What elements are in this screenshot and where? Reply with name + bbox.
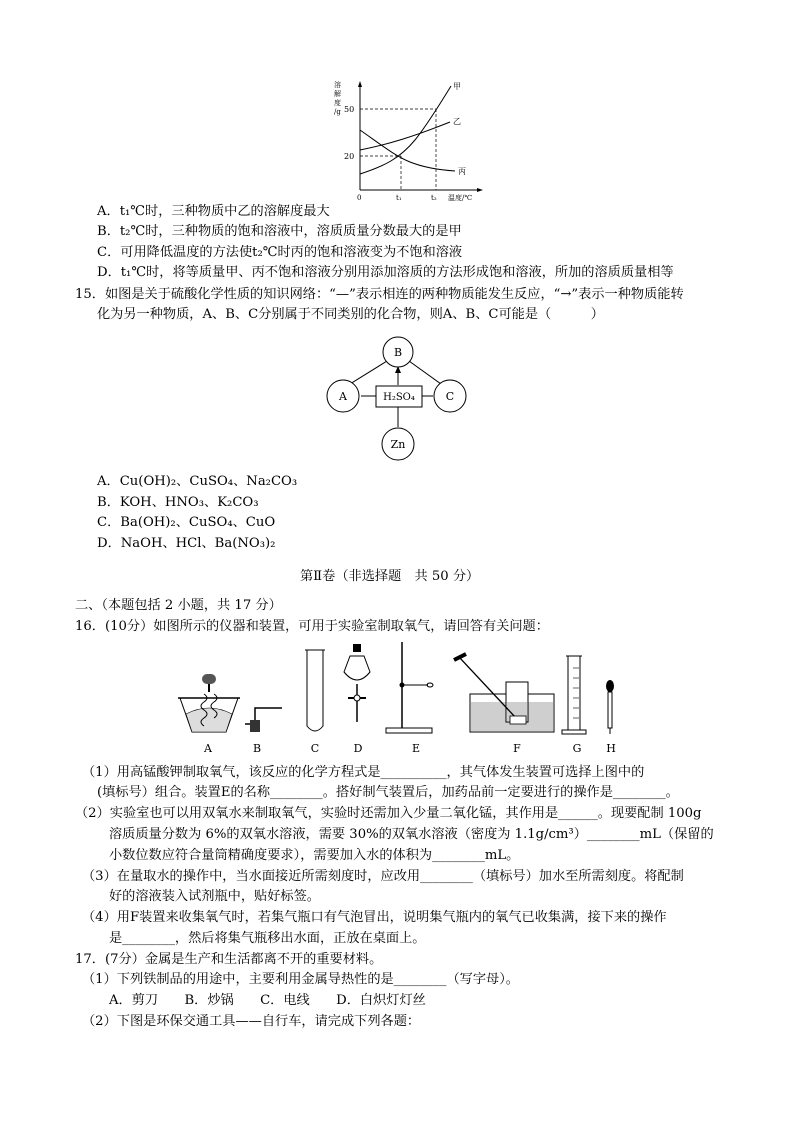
y-axis-label-1: 溶 bbox=[334, 81, 341, 89]
y-tick-20: 20 bbox=[344, 152, 355, 161]
q15-option-a: A．Cu(OH)₂、CuSO₄、Na₂CO₃ bbox=[97, 474, 298, 489]
q16-line-6: （3）在量取水的操作中，当水面接近所需刻度时，应改用________（填标号）加水至所需刻度。将配制 bbox=[82, 869, 684, 884]
apparatus-label-h: H bbox=[606, 742, 616, 755]
series-label-jia: 甲 bbox=[453, 82, 461, 91]
link-a-b bbox=[350, 361, 387, 384]
x-tick-t2: t₂ bbox=[431, 194, 437, 202]
q15-option-d: D．NaOH、HCl、Ba(NO₃)₂ bbox=[97, 536, 276, 551]
curve-bing bbox=[360, 130, 455, 171]
y-axis-unit: /g bbox=[334, 108, 341, 116]
y-axis-label-2: 解 bbox=[334, 90, 341, 98]
y-axis-label-3: 度 bbox=[334, 99, 341, 107]
apparatus-label-d: D bbox=[353, 742, 363, 755]
x-tick-0: 0 bbox=[357, 194, 362, 202]
apparatus-g-cylinder-icon bbox=[562, 656, 586, 734]
q17-line-3: （2）下图是环保交通工具——自行车，请完成下列各题： bbox=[82, 1014, 421, 1029]
q16-line-8: （4）用F装置来收集氧气时，若集气瓶口有气泡冒出，说明集气瓶内的氧气已收集满，接下来的操作 bbox=[82, 910, 667, 925]
apparatus-a-burner-icon bbox=[178, 674, 240, 732]
q16-stem: 16．(10分）如图所示的仪器和装置，可用于实验室制取氧气，请回答有关问题： bbox=[75, 619, 549, 634]
apparatus-label-c: C bbox=[310, 742, 320, 755]
q17-stem: 17．(7分）金属是生产和生活都离不开的重要材料。 bbox=[75, 952, 383, 967]
apparatus-b-tube-icon bbox=[245, 708, 282, 732]
q17-line-1: （1）下列铁制品的用途中，主要利用金属导热性的是________（写字母）。 bbox=[82, 972, 519, 987]
node-center-label: H₂SO₄ bbox=[383, 392, 415, 403]
series-label-bing: 丙 bbox=[458, 167, 466, 176]
node-c-label: C bbox=[445, 390, 455, 403]
apparatus-label-f: F bbox=[513, 742, 521, 755]
solubility-curve-chart bbox=[330, 78, 490, 206]
apparatus-e-iron-stand-icon bbox=[386, 642, 433, 733]
node-zn-label: Zn bbox=[390, 438, 406, 451]
section2-header: 二、（本题包括 2 小题，共 17 分） bbox=[75, 598, 282, 613]
q15-option-c: C．Ba(OH)₂、CuSO₄、CuO bbox=[97, 515, 276, 530]
apparatus-f-water-trough-icon bbox=[454, 654, 554, 732]
q16-line-7: 好的溶液装入试剂瓶中，贴好标签。 bbox=[109, 889, 320, 904]
apparatus-label-g: G bbox=[572, 742, 582, 755]
q16-line-5: 小数位数应符合量筒精确度要求），需要加入水的体积为________mL。 bbox=[109, 848, 520, 863]
apparatus-label-b: B bbox=[252, 742, 262, 755]
apparatus-label-a: A bbox=[204, 742, 212, 755]
node-b-label: B bbox=[393, 346, 403, 359]
q15-stem-line-2: 化为另一种物质，A、B、C分别属于不同类别的化合物，则A、B、C可能是（ ） bbox=[97, 307, 604, 322]
apparatus-label-e: E bbox=[411, 742, 421, 755]
x-axis-label: 温度/℃ bbox=[448, 194, 473, 202]
apparatus-figure bbox=[170, 640, 630, 760]
q14-option-d: D．t₁℃时，将等质量甲、丙不饱和溶液分别用添加溶质的方法形成饱和溶液，所加的溶质质量相等 bbox=[97, 265, 674, 280]
q14-option-a: A．t₁℃时，三种物质中乙的溶解度最大 bbox=[97, 204, 330, 219]
x-tick-t1: t₁ bbox=[396, 194, 402, 202]
q16-line-9: 是________，然后将集气瓶移出水面，正放在桌面上。 bbox=[109, 931, 426, 946]
curve-yi bbox=[360, 122, 450, 150]
y-axis-arrow bbox=[358, 81, 362, 87]
series-label-yi: 乙 bbox=[453, 117, 461, 126]
q14-option-c: C．可用降低温度的方法使t₂℃时丙的饱和溶液变为不饱和溶液 bbox=[97, 245, 463, 260]
q16-line-2: (填标号）组合。装置E的名称________。搭好制气装置后，加药品前一定要进行的操作是________。 bbox=[97, 785, 679, 800]
y-tick-50: 50 bbox=[344, 105, 355, 114]
part2-title: 第Ⅱ卷（非选择题 共 50 分） bbox=[300, 569, 480, 584]
sulfuric-acid-network-diagram bbox=[320, 330, 470, 465]
apparatus-c-test-tube-icon bbox=[305, 650, 325, 731]
q15-stem-line-1: 15．如图是关于硫酸化学性质的知识网络：“—”表示相连的两种物质能发生反应，“→”表示一种物质能转 bbox=[75, 287, 684, 302]
node-a-label: A bbox=[339, 390, 347, 403]
q16-line-4: 溶质质量分数为 6%的双氧水溶液，需要 30%的双氧水溶液（密度为 1.1g/cm³）________mL（保留的 bbox=[109, 827, 714, 842]
q16-line-1: （1）用高锰酸钾制取氧气，该反应的化学方程式是__________，其气体发生装置可选择上图中的 bbox=[82, 765, 645, 780]
q16-line-3: （2）实验室也可以用双氧水来制取氧气，实验时还需加入少量二氧化锰，其作用是______。现要配制 100g bbox=[75, 806, 702, 821]
apparatus-d-funnel-icon bbox=[344, 644, 370, 722]
q15-option-b: B．KOH、HNO₃、K₂CO₃ bbox=[97, 495, 259, 510]
curve-jia bbox=[360, 86, 451, 174]
q14-option-b: B．t₂℃时，三种物质的饱和溶液中，溶质质量分数最大的是甲 bbox=[97, 224, 462, 239]
link-b-c bbox=[409, 361, 441, 384]
x-axis-arrow bbox=[477, 188, 483, 192]
q17-line-2: A．剪刀 B．炒锅 C．电线 D．白炽灯灯丝 bbox=[109, 993, 426, 1008]
apparatus-h-dropper-icon bbox=[606, 680, 614, 734]
